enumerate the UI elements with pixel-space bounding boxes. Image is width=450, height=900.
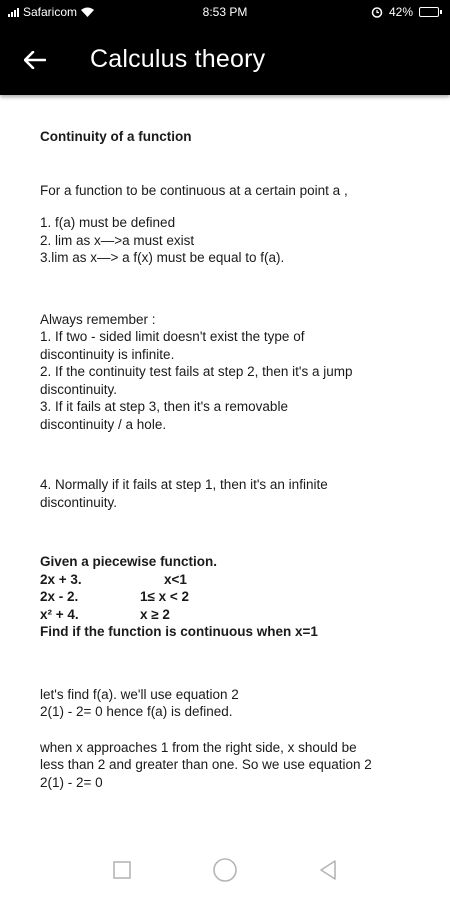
status-time: 8:53 PM [202, 5, 248, 19]
piecewise-row [40, 588, 400, 606]
solution-line: let's find f(a). we'll use equation 2 [40, 686, 239, 702]
section-heading: Continuity of a function [40, 129, 192, 144]
back-triangle-icon [317, 859, 339, 881]
note-block [40, 476, 400, 511]
alarm-icon [371, 6, 383, 18]
remember-line: Always remember : [40, 311, 156, 327]
condition-item: 2. lim as x—>a must exist [40, 232, 195, 248]
note-line: 4. Normally if it fails at step 1, then it's an infinite [40, 477, 328, 492]
arrow-left-icon [24, 51, 46, 69]
home-circle-icon [212, 857, 238, 883]
condition-item: 1. f(a) must be defined [40, 215, 176, 230]
back-button[interactable] [0, 24, 70, 95]
approach-block [40, 739, 400, 792]
recents-square-icon [112, 860, 132, 880]
remember-line: discontinuity / a hole. [40, 416, 167, 432]
status-bar [0, 0, 450, 24]
status-right [292, 5, 442, 19]
signal-icon [8, 7, 19, 17]
nav-back-button[interactable] [308, 850, 348, 890]
remember-line: discontinuity. [40, 381, 118, 397]
example-question: Find if the function is continuous when x=1 [40, 624, 318, 639]
solution-block [40, 686, 400, 721]
piecewise-cond: x ≥ 2 [140, 606, 170, 622]
example-title: Given a piecewise function. [40, 554, 218, 569]
battery-percent: 42% [388, 5, 413, 19]
remember-line: discontinuity is infinite. [40, 346, 175, 362]
remember-block [40, 311, 400, 434]
intro-text: For a function to be continuous at a certain point a , [40, 182, 348, 198]
piecewise-cond: x<1 [164, 571, 187, 587]
remember-line: 2. If the continuity test fails at step 2, then it's a jump [40, 364, 353, 379]
condition-item: 3.lim as x—> a f(x) must be equal to f(a). [40, 250, 285, 265]
piecewise-expr: 2x + 3. [40, 571, 82, 587]
wifi-icon [81, 7, 94, 17]
approach-line: less than 2 and greater than one. So we use equation 2 [40, 757, 372, 772]
battery-icon [419, 7, 442, 17]
piecewise-expr: x² + 4. [40, 606, 79, 622]
approach-line: 2(1) - 2= 0 [40, 774, 103, 790]
app-bar [0, 24, 450, 95]
example-block [40, 553, 400, 641]
solution-line: 2(1) - 2= 0 hence f(a) is defined. [40, 704, 233, 719]
piecewise-cond: 1≤ x < 2 [140, 589, 190, 604]
piecewise-row [40, 606, 400, 624]
article-content [40, 120, 400, 791]
remember-line: 1. If two - sided limit doesn't exist the type of [40, 329, 305, 344]
status-left [8, 5, 158, 19]
piecewise-row [40, 571, 400, 589]
system-nav-bar [0, 840, 450, 900]
home-button[interactable] [205, 850, 245, 890]
page-title: Calculus theory [90, 45, 266, 73]
note-line: discontinuity. [40, 494, 118, 510]
recents-button[interactable] [102, 850, 142, 890]
remember-line: 3. If it fails at step 3, then it's a removable [40, 399, 288, 414]
piecewise-expr: 2x - 2. [40, 589, 79, 604]
carrier-name: Safaricom [23, 5, 78, 19]
conditions-list [40, 214, 400, 267]
approach-line: when x approaches 1 from the right side, x should be [40, 739, 357, 755]
